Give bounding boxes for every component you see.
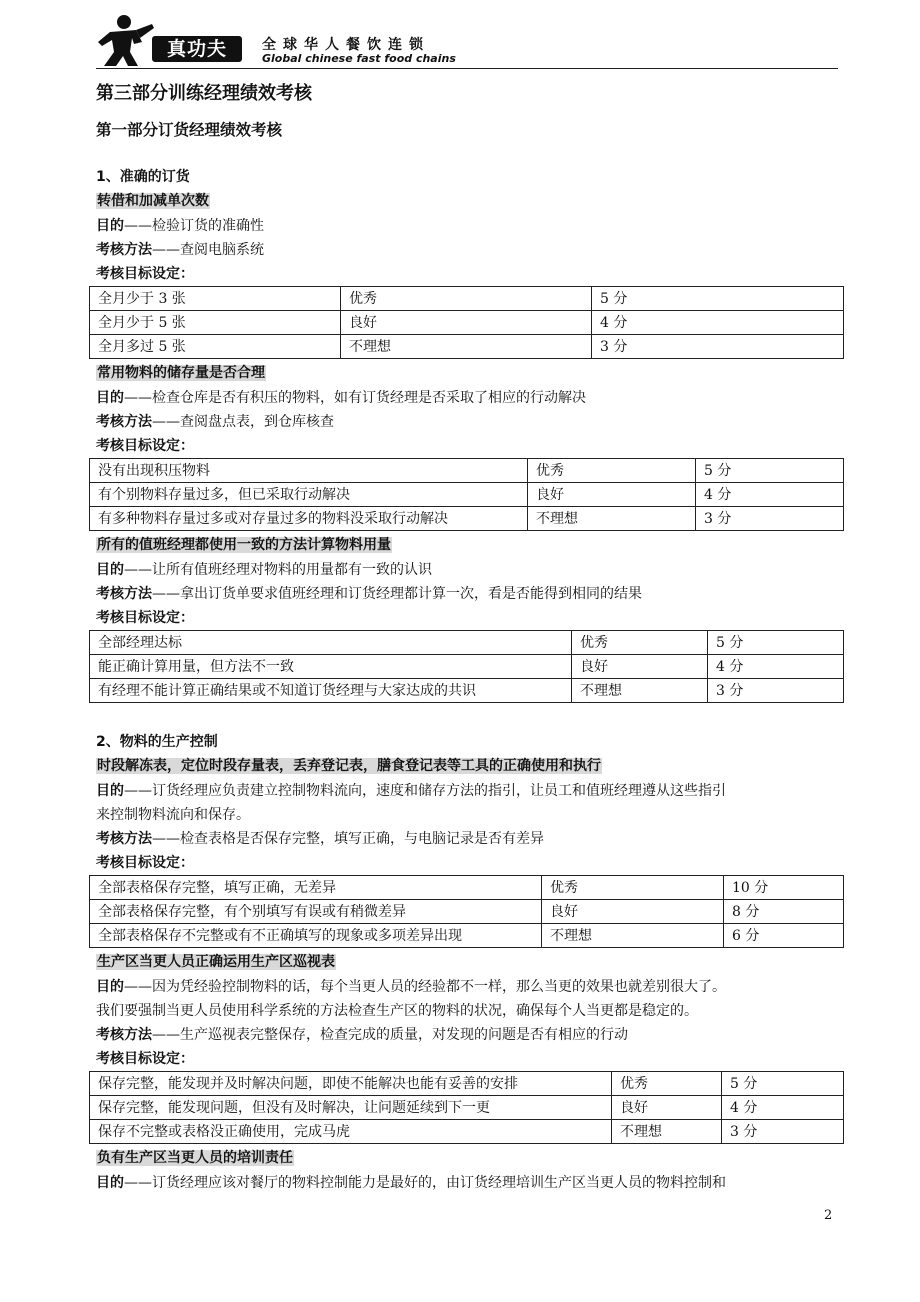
- table-cell-score: 10 分: [724, 876, 844, 900]
- table-cell-criteria: 全月少于 5 张: [90, 311, 341, 335]
- purpose-line: [96, 216, 264, 236]
- purpose-label: 目的: [96, 1175, 124, 1191]
- purpose-text: ——因为凭经验控制物料的话，每个当更人员的经验都不一样，那么当更的效果也就差别很大了。: [124, 979, 726, 995]
- target-label: 考核目标设定：: [96, 610, 194, 626]
- method-text: ——查阅电脑系统: [152, 242, 264, 258]
- target-label: 考核目标设定：: [96, 266, 194, 282]
- purpose-line-continued: 来控制物料流向和保存。: [96, 807, 250, 823]
- table-row: [90, 507, 844, 531]
- method-label: 考核方法: [96, 586, 152, 602]
- item-title-text: 转借和加减单次数: [97, 193, 209, 209]
- table-cell-criteria: 有多种物料存量过多或对存量过多的物料没采取行动解决: [90, 507, 528, 531]
- table-row: [90, 1072, 844, 1096]
- table-cell-score: 3 分: [708, 679, 844, 703]
- purpose-text: ——检查仓库是否有积压的物料，如有订货经理是否采取了相应的行动解决: [124, 390, 586, 406]
- purpose-line: [96, 1173, 726, 1193]
- table-cell-score: 6 分: [724, 924, 844, 948]
- score-table: [89, 875, 844, 948]
- item-title: [96, 191, 210, 211]
- purpose-text: ——订货经理应该对餐厅的物料控制能力是最好的，由订货经理培训生产区当更人员的物料控制和: [124, 1175, 726, 1191]
- method-line: [96, 412, 334, 432]
- score-table: [89, 458, 844, 531]
- table-row: [90, 631, 844, 655]
- table-row: [90, 876, 844, 900]
- table-cell-criteria: 没有出现积压物料: [90, 459, 528, 483]
- table-cell-rating: 优秀: [572, 631, 708, 655]
- item-title-text: 常用物料的储存量是否合理: [97, 365, 265, 381]
- table-cell-rating: 良好: [341, 311, 592, 335]
- method-line: [96, 1025, 628, 1045]
- purpose-line: [96, 388, 586, 408]
- table-cell-rating: 不理想: [528, 507, 696, 531]
- target-label: 考核目标设定：: [96, 1051, 194, 1067]
- table-cell-rating: 优秀: [341, 287, 592, 311]
- table-cell-rating: 优秀: [528, 459, 696, 483]
- table-cell-rating: 良好: [612, 1096, 722, 1120]
- table-cell-criteria: 有个别物料存量过多，但已采取行动解决: [90, 483, 528, 507]
- table-cell-rating: 不理想: [542, 924, 724, 948]
- table-cell-rating: 良好: [528, 483, 696, 507]
- method-text: ——生产巡视表完整保存，检查完成的质量，对发现的问题是否有相应的行动: [152, 1027, 628, 1043]
- table-cell-score: 8 分: [724, 900, 844, 924]
- page-subtitle: 第一部分订货经理绩效考核: [96, 121, 283, 139]
- target-label: 考核目标设定：: [96, 438, 194, 454]
- purpose-line: [96, 977, 726, 997]
- table-row: [90, 655, 844, 679]
- page-header: [96, 8, 838, 68]
- section-heading: 1、准确的订货: [96, 169, 190, 185]
- table-row: [90, 1096, 844, 1120]
- item-title: [96, 1148, 294, 1168]
- table-cell-criteria: 有经理不能计算正确结果或不知道订货经理与大家达成的共识: [90, 679, 572, 703]
- method-text: ——检查表格是否保存完整，填写正确，与电脑记录是否有差异: [152, 831, 544, 847]
- method-label: 考核方法: [96, 1027, 152, 1043]
- method-line: [96, 584, 642, 604]
- table-cell-rating: 良好: [572, 655, 708, 679]
- table-cell-criteria: 全月少于 3 张: [90, 287, 341, 311]
- purpose-text: ——订货经理应负责建立控制物料流向，速度和储存方法的指引，让员工和值班经理遵从这些指引: [124, 783, 726, 799]
- section-heading: 2、物料的生产控制: [96, 734, 218, 750]
- table-row: [90, 459, 844, 483]
- table-cell-score: 3 分: [722, 1120, 844, 1144]
- purpose-text: ——检验订货的准确性: [124, 218, 264, 234]
- page-title: 第三部分训练经理绩效考核: [96, 83, 312, 104]
- score-table: [89, 286, 844, 359]
- table-cell-criteria: 保存不完整或表格没正确使用，完成马虎: [90, 1120, 612, 1144]
- method-label: 考核方法: [96, 831, 152, 847]
- purpose-label: 目的: [96, 979, 124, 995]
- table-cell-criteria: 全部表格保存完整，填写正确，无差异: [90, 876, 542, 900]
- purpose-text: ——让所有值班经理对物料的用量都有一致的认识: [124, 562, 432, 578]
- page-number: 2: [824, 1208, 833, 1223]
- method-text: ——拿出订货单要求值班经理和订货经理都计算一次，看是否能得到相同的结果: [152, 586, 642, 602]
- table-cell-criteria: 保存完整，能发现问题，但没有及时解决，让问题延续到下一更: [90, 1096, 612, 1120]
- table-cell-rating: 良好: [542, 900, 724, 924]
- score-table: [89, 1071, 844, 1144]
- table-cell-criteria: 全部经理达标: [90, 631, 572, 655]
- purpose-label: 目的: [96, 218, 124, 234]
- table-cell-score: 3 分: [592, 335, 844, 359]
- purpose-line: [96, 560, 432, 580]
- brand-logo-text: 真功夫: [166, 38, 227, 60]
- table-cell-rating: 优秀: [612, 1072, 722, 1096]
- table-cell-rating: 优秀: [542, 876, 724, 900]
- method-line: [96, 829, 544, 849]
- table-cell-criteria: 全月多过 5 张: [90, 335, 341, 359]
- method-label: 考核方法: [96, 414, 152, 430]
- table-cell-criteria: 保存完整，能发现并及时解决问题，即使不能解决也能有妥善的安排: [90, 1072, 612, 1096]
- table-cell-score: 3 分: [696, 507, 844, 531]
- table-cell-score: 4 分: [722, 1096, 844, 1120]
- table-cell-score: 4 分: [708, 655, 844, 679]
- table-cell-score: 4 分: [696, 483, 844, 507]
- slogan-chinese: 全球华人餐饮连锁: [262, 37, 430, 53]
- table-cell-rating: 不理想: [572, 679, 708, 703]
- item-title: [96, 363, 266, 383]
- table-row: [90, 483, 844, 507]
- table-cell-score: 5 分: [722, 1072, 844, 1096]
- purpose-line: [96, 781, 726, 801]
- method-line: [96, 240, 264, 260]
- logo-figure-icon: [96, 12, 156, 66]
- table-cell-criteria: 全部表格保存完整，有个别填写有误或有稍微差异: [90, 900, 542, 924]
- table-cell-score: 5 分: [592, 287, 844, 311]
- target-label: 考核目标设定：: [96, 855, 194, 871]
- item-title: [96, 952, 336, 972]
- item-title: [96, 535, 392, 555]
- table-row: [90, 924, 844, 948]
- table-row: [90, 287, 844, 311]
- header-divider: [96, 68, 838, 69]
- slogan-english: Global chinese fast food chains: [262, 52, 456, 65]
- table-cell-rating: 不理想: [341, 335, 592, 359]
- purpose-line-continued: 我们要强制当更人员使用科学系统的方法检查生产区的物料的状况，确保每个人当更都是稳定的。: [96, 1003, 698, 1019]
- table-cell-rating: 不理想: [612, 1120, 722, 1144]
- table-cell-criteria: 全部表格保存不完整或有不正确填写的现象或多项差异出现: [90, 924, 542, 948]
- table-row: [90, 335, 844, 359]
- brand-logo: [152, 36, 242, 62]
- table-cell-score: 4 分: [592, 311, 844, 335]
- method-label: 考核方法: [96, 242, 152, 258]
- item-title: [96, 756, 602, 776]
- purpose-label: 目的: [96, 783, 124, 799]
- table-row: [90, 900, 844, 924]
- purpose-label: 目的: [96, 562, 124, 578]
- item-title-text: 负有生产区当更人员的培训责任: [97, 1150, 293, 1166]
- item-title-text: 所有的值班经理都使用一致的方法计算物料用量: [97, 537, 391, 553]
- table-cell-score: 5 分: [696, 459, 844, 483]
- item-title-text: 生产区当更人员正确运用生产区巡视表: [97, 954, 335, 970]
- table-row: [90, 311, 844, 335]
- purpose-label: 目的: [96, 390, 124, 406]
- table-cell-score: 5 分: [708, 631, 844, 655]
- item-title-text: 时段解冻表，定位时段存量表，丢弃登记表，膳食登记表等工具的正确使用和执行: [97, 758, 601, 774]
- score-table: [89, 630, 844, 703]
- table-row: [90, 679, 844, 703]
- table-cell-criteria: 能正确计算用量，但方法不一致: [90, 655, 572, 679]
- table-row: [90, 1120, 844, 1144]
- method-text: ——查阅盘点表，到仓库核查: [152, 414, 334, 430]
